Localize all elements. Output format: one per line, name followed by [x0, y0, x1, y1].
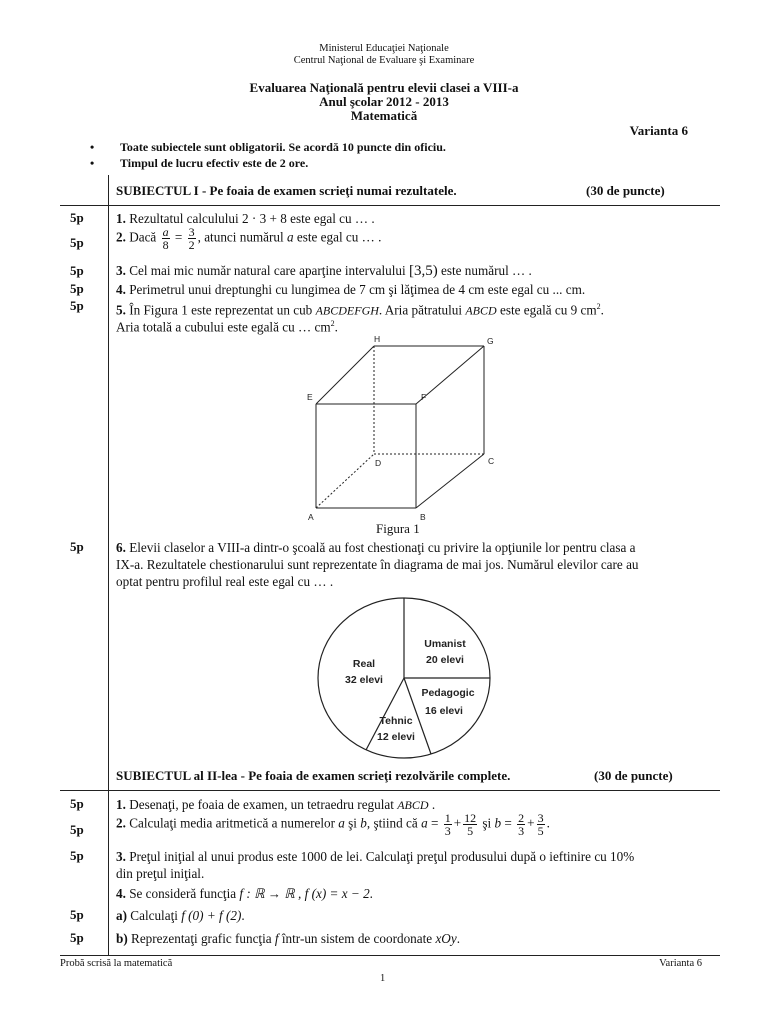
vertex-label-e: E [307, 392, 313, 402]
center-line: Centrul Naţional de Evaluare şi Examinare [293, 55, 475, 66]
figure-caption: Figura 1 [376, 521, 420, 536]
pie-label-pedagogic: Pedagogic [421, 687, 475, 699]
footer-rule [60, 955, 720, 956]
question-1-6-line3: optat pentru profilul real este egal cu … . [116, 574, 334, 589]
question-2-3: 3. Preţul iniţial al unui produs este 1000 de lei. Calculaţi preţul produsului după o ieftinire cu 10% [116, 849, 635, 864]
cube-edge-bc [416, 454, 484, 508]
question-1-6-line2: IX-a. Rezultatele chestionarului sunt reprezentate în diagrama de mai jos. Numărul elevilor care au [116, 557, 639, 572]
pie-label-tehnic: Tehnic [379, 715, 413, 727]
variant-label: Varianta 6 [629, 123, 688, 138]
item-points: 5p [70, 235, 84, 250]
question-1-2: 2. Dacă $\frac{a}{8}$ = $\frac{3}{2}$ , atunci numărul a este egal cu … . [116, 225, 382, 252]
question-2-3-line2: din preţul iniţial. [116, 866, 205, 881]
section2-rule [60, 790, 720, 791]
pie-label-umanist: Umanist [424, 638, 466, 650]
pie-diagram [314, 594, 494, 764]
footer-left: Probă scrisă la matematică [60, 958, 173, 969]
vertex-label-d: D [375, 458, 382, 468]
cube-edge-eh [316, 346, 374, 404]
question-1-3: 3. Cel mai mic număr natural care aparţine intervalului [3,5) este numărul … . [116, 263, 532, 279]
pie-count-umanist: 20 elevi [426, 654, 464, 666]
question-1-1: 1. Rezultatul calculului 2 · 3 + 8 este egal cu … . [116, 211, 375, 226]
item-points: 5p [70, 298, 84, 313]
pie-count-tehnic: 12 elevi [377, 731, 415, 743]
section1-points: (30 de puncte) [586, 183, 665, 198]
vertex-label-h: H [374, 334, 381, 344]
item-points: 5p [70, 281, 84, 296]
item-points: 5p [70, 822, 84, 837]
item-points: 5p [70, 848, 84, 863]
points-column-divider [108, 175, 109, 955]
exam-title: Evaluarea Naţională pentru elevii clasei a VIII-a [249, 80, 519, 95]
section1-title: SUBIECTUL I - Pe foaia de examen scrieţi numai rezultatele. [116, 183, 457, 198]
vertex-label-c: C [488, 456, 495, 466]
item-points: 5p [70, 930, 84, 945]
section2-points: (30 de puncte) [594, 768, 673, 783]
cube-edge-ad [316, 454, 374, 508]
question-2-1: 1. Desenaţi, pe foaia de examen, un tetraedru regulat ABCD . [116, 797, 436, 812]
question-2-4a: a) Calculaţi f (0) + f (2). [116, 908, 245, 923]
cube-figure [300, 332, 510, 528]
item-points: 5p [70, 539, 84, 554]
school-year: Anul şcolar 2012 - 2013 [319, 94, 449, 109]
item-points: 5p [70, 210, 84, 225]
vertex-label-f: F [421, 392, 427, 402]
instruction-2: • Timpul de lucru efectiv este de 2 ore. [90, 156, 309, 170]
ministry-line: Ministerul Educaţiei Naţionale [319, 43, 449, 54]
footer-right: Varianta 6 [659, 958, 702, 969]
question-1-5: 5. În Figura 1 este reprezentat un cub ABCDEFGH. Aria pătratului ABCD este egală cu 9 $cm^2$. [116, 302, 604, 318]
vertex-label-b: B [420, 512, 426, 522]
question-2-2: 2. Calculaţi media aritmetică a numerelor a şi b, ştiind că a = $\frac{1}{3}$ + $\frac{12}{5}$ şi b = $\frac{2}{3}$ + $\frac{3}{5}$ . [116, 811, 550, 838]
instruction-1: • Toate subiectele sunt obligatorii. Se acordă 10 puncte din oficiu. [90, 140, 446, 154]
question-1-5-line2: Aria totală a cubului este egală cu … $cm^2$. [116, 319, 338, 335]
item-points: 5p [70, 263, 84, 278]
question-2-4b: b) Reprezentaţi grafic funcţia f într-un sistem de coordonate xOy. [116, 931, 460, 946]
page-number: 1 [380, 973, 386, 984]
question-1-6: 6. Elevii claselor a VIII-a dintr-o şcoală au fost chestionaţi cu privire la opţiunile lor pentru clasa a [116, 540, 636, 555]
subject-title: Matematică [350, 108, 418, 123]
vertex-label-a: A [308, 512, 314, 522]
item-points: 5p [70, 907, 84, 922]
pie-label-real: Real [352, 658, 376, 670]
vertex-label-g: G [487, 336, 494, 346]
section2-title: SUBIECTUL al II-lea - Pe foaia de examen scrieţi rezolvările complete. [116, 768, 511, 783]
question-1-4: 4. Perimetrul unui dreptunghi cu lungimea de 7 cm şi lăţimea de 4 cm este egal cu ... cm. [116, 282, 586, 297]
item-points: 5p [70, 796, 84, 811]
question-2-4: 4. Se consideră funcţia f : ℝ → ℝ , f (x) = x − 2. [116, 886, 373, 901]
pie-count-real: 32 elevi [345, 674, 383, 686]
section1-rule [60, 205, 720, 206]
pie-count-pedagogic: 16 elevi [425, 705, 463, 717]
